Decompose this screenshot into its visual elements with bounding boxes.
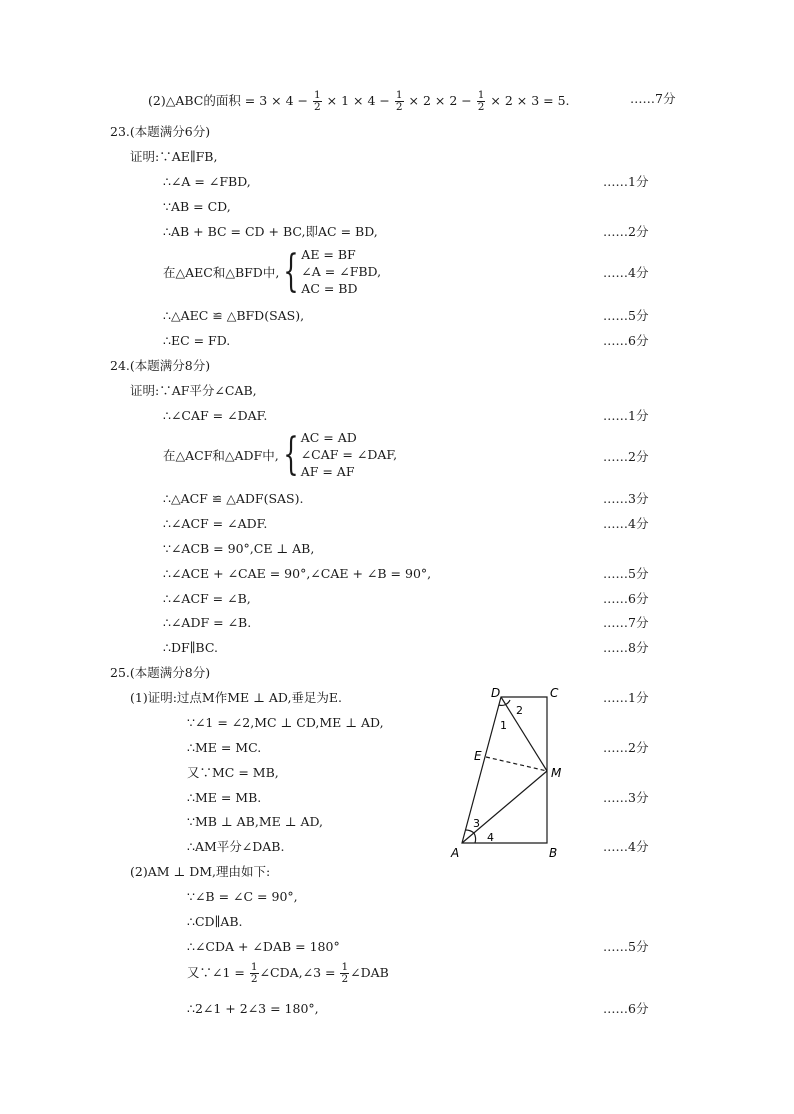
q25-angle1-prefix: 又∵∠1 = [187,965,249,980]
q25-angle-dab: ∠DAB [350,965,389,980]
q22-term-3: × 2 × 3 = 5. [486,93,570,108]
q25-part1-line-3: 又∵MC = MB, [187,765,279,780]
fraction-half: $\frac{1}{2}$ [395,89,403,113]
q25-part2-line-4 [187,962,389,985]
left-brace: { [282,428,299,480]
q25-score-1: ……1分 [603,690,649,705]
q24-line-8: ∴∠ADF = ∠B. [163,615,252,630]
q23-condition-2: ∠A = ∠FBD, [301,264,382,279]
q25-score-3: ……3分 [603,790,649,805]
q25-part2-line-3: ∴∠CDA + ∠DAB = 180° [187,939,340,954]
q24-line-9: ∴DF∥BC. [163,640,218,655]
q23-line-5: ∴△AEC ≌ △BFD(SAS), [163,308,305,323]
q22-area-line [148,90,570,113]
q23-condition-1: AE = BF [301,247,356,262]
segment-dm [501,697,547,771]
q22-term-2: × 2 × 2 − [404,93,476,108]
q25-part1-line-2: ∴ME = MC. [187,740,262,755]
q25-score-5: ……5分 [603,939,649,954]
q22-term-1: × 1 × 4 − [322,93,394,108]
q24-condition-2: ∠CAF = ∠DAF, [300,447,398,462]
q24-score-5: ……5分 [603,566,649,581]
q25-score-6: ……6分 [603,1001,649,1016]
q23-system-prefix: 在△AEC和△BFD中, [163,264,280,280]
left-brace: { [283,245,299,297]
q24-score-2: ……2分 [603,449,649,464]
fraction-half: $\frac{1}{2}$ [477,89,485,113]
q23-line-3: ∴AB + BC = CD + BC,即AC = BD, [163,224,378,239]
q23-score-4: ……4分 [603,265,649,280]
fraction-half: $\frac{1}{2}$ [250,961,258,985]
q22-score: ……7分 [630,91,676,106]
angle-label-4: 4 [487,831,494,844]
q25-part2-line-0: (2)AM ⊥ DM,理由如下: [130,864,271,879]
q23-score-2: ……2分 [603,224,649,239]
q24-line-5: ∵∠ACB = 90°,CE ⊥ AB, [163,541,315,556]
q25-part1-line-6: ∴AM平分∠DAB. [187,839,285,854]
label-c: C [550,686,559,700]
q25-angle3-prefix: ∠CDA,∠3 = [259,965,340,980]
label-m: M [551,766,562,780]
q24-line-4: ∴∠ACF = ∠ADF. [163,516,268,531]
q24-condition-3: AF = AF [300,464,355,479]
q23-system [163,246,381,297]
label-d: D [491,686,501,700]
q22-area-prefix: (2)△ABC的面积 = 3 × 4 − [148,93,312,108]
q23-score-5: ……5分 [603,308,649,323]
angle-label-3: 3 [473,817,480,830]
q25-part2-line-2: ∴CD∥AB. [187,914,243,929]
angle-label-1: 1 [500,719,507,732]
q23-line-6: ∴EC = FD. [163,333,231,348]
q24-score-3: ……3分 [603,491,649,506]
q23-title: 23.(本题满分6分) [110,124,211,139]
q24-title: 24.(本题满分8分) [110,358,211,373]
q23-line-1: ∴∠A = ∠FBD, [163,174,251,189]
fraction-half: $\frac{1}{2}$ [314,89,321,113]
q23-condition-3: AC = BD [301,281,358,296]
q24-score-6: ……6分 [603,591,649,606]
q24-line-6: ∴∠ACE + ∠CAE = 90°,∠CAE + ∠B = 90°, [163,566,432,581]
q24-line-3: ∴△ACF ≌ △ADF(SAS). [163,491,304,506]
q23-score-1: ……1分 [603,174,649,189]
segment-me-dashed [486,757,547,771]
q23-score-6: ……6分 [603,333,649,348]
angle-arc-4 [474,833,476,843]
trapezoid-figure [445,683,585,863]
q24-score-4: ……4分 [603,516,649,531]
q23-line-2: ∵AB = CD, [163,199,231,214]
fraction-half: $\frac{1}{2}$ [341,961,349,985]
q24-score-7: ……7分 [603,615,649,630]
q24-line-0: 证明:∵AF平分∠CAB, [130,383,257,398]
angle-arc-3 [465,830,474,833]
q24-score-1: ……1分 [603,408,649,423]
q25-part1-line-4: ∴ME = MB. [187,790,262,805]
label-e: E [474,749,482,763]
q25-part2-line-5: ∴2∠1 + 2∠3 = 180°, [187,1001,319,1016]
q25-part1-line-0: (1)证明:过点M作ME ⊥ AD,垂足为E. [130,690,343,705]
q25-part1-line-1: ∵∠1 = ∠2,MC ⊥ CD,ME ⊥ AD, [187,715,384,730]
q24-system-prefix: 在△ACF和△ADF中, [163,447,279,463]
q25-part1-line-5: ∵MB ⊥ AB,ME ⊥ AD, [187,814,324,829]
q24-score-8: ……8分 [603,640,649,655]
segment-am [462,771,547,843]
q24-condition-1: AC = AD [300,430,357,445]
q25-title: 25.(本题满分8分) [110,665,211,680]
q25-part2-line-1: ∵∠B = ∠C = 90°, [187,889,298,904]
q24-system [163,429,397,480]
q25-score-2: ……2分 [603,740,649,755]
q23-line-0: 证明:∵AE∥FB, [130,149,218,164]
angle-label-2: 2 [516,704,523,717]
q25-score-4: ……4分 [603,839,649,854]
q24-line-1: ∴∠CAF = ∠DAF. [163,408,268,423]
q24-line-7: ∴∠ACF = ∠B, [163,591,251,606]
label-b: B [549,846,558,860]
label-a: A [451,846,460,860]
